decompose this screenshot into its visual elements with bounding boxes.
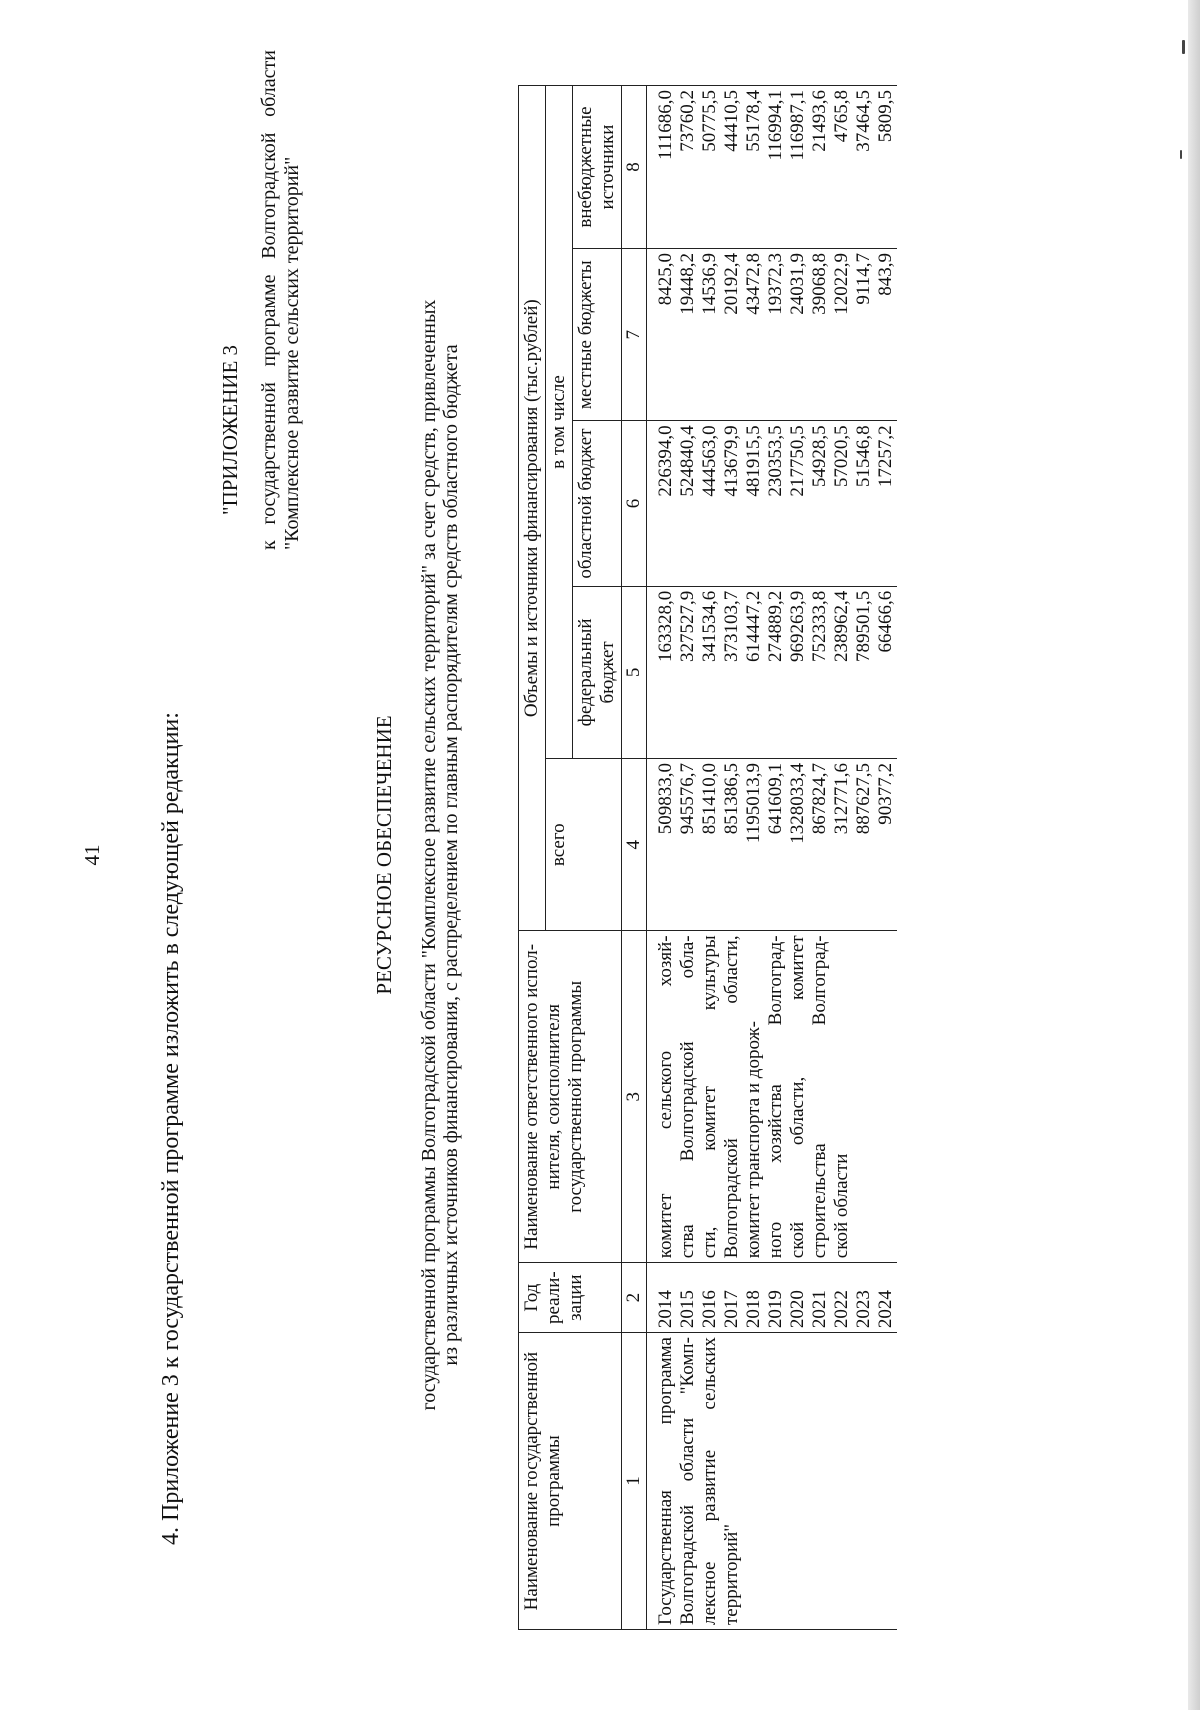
total-value: 851386,5 [721, 763, 742, 835]
executor-line [699, 935, 721, 1258]
federal-value: 341534,6 [699, 590, 720, 662]
executor-word: комитет [655, 1193, 676, 1259]
extrabudget-value: 44410,5 [721, 90, 742, 152]
federal-value: 752333,8 [809, 590, 830, 662]
total-value: 1195013,9 [743, 763, 764, 844]
appendix-word: государственной [258, 382, 280, 525]
year-value: 2014 [655, 1290, 676, 1329]
federal-value: 789501,5 [853, 590, 874, 662]
executor-cell [647, 931, 898, 1263]
header-federal: федеральный бюджет [573, 586, 622, 758]
regional-list [655, 425, 897, 581]
regional-value: 217750,5 [787, 425, 808, 497]
local-value: 9114,7 [853, 253, 874, 305]
total-value: 509833,0 [655, 763, 676, 835]
executor-word: строительства [809, 1143, 830, 1259]
header-total: всего [546, 759, 622, 931]
local-value: 19372,3 [765, 253, 786, 315]
regional-value: 17257,2 [875, 425, 896, 488]
extrabudget-value: 116994,1 [765, 90, 786, 161]
total-value: 312771,6 [831, 763, 852, 835]
year-value: 2019 [765, 1290, 786, 1329]
executor-line [765, 935, 787, 1258]
document-subtitle-line1: государственной программы Волгоградской области "Комплексное развитие сельских территорий" за счет средств, привлеченных [418, 299, 440, 1411]
year-value: 2021 [809, 1290, 830, 1329]
extrabudget-value: 111686,0 [655, 90, 676, 160]
page-number: 41 [80, 844, 104, 866]
local-value: 12022,9 [831, 253, 852, 315]
executor-word: комитет [787, 935, 808, 1001]
extrabudget-value: 37464,5 [853, 90, 874, 152]
regional-value: 57020,5 [831, 425, 852, 488]
executor-text [655, 935, 853, 1258]
year-value: 2017 [721, 1290, 742, 1329]
executor-line [809, 935, 831, 1258]
resource-table-wrap [518, 85, 898, 1630]
regional-cell [647, 421, 898, 586]
regional-value: 230353,5 [765, 425, 786, 497]
federal-value: 66466,6 [875, 590, 896, 653]
executor-line [655, 935, 677, 1258]
year-value: 2023 [853, 1290, 874, 1329]
column-number: 8 [622, 86, 647, 249]
header-program-name: Наименование государственной программы [519, 1333, 622, 1630]
executor-word: Волгоград- [765, 935, 786, 1026]
header-extrabudget: внебюджетные источники [573, 86, 622, 249]
year-value: 2018 [743, 1290, 764, 1329]
program-name-cell [647, 1333, 898, 1630]
executor-line [787, 935, 809, 1258]
column-number: 3 [622, 931, 647, 1263]
column-number: 6 [622, 421, 647, 586]
federal-value: 238962,4 [831, 590, 852, 662]
total-cell [647, 759, 898, 931]
local-value: 14536,9 [699, 253, 720, 315]
years-list [655, 1267, 897, 1328]
local-value: 20192,4 [721, 253, 742, 315]
column-number: 2 [622, 1263, 647, 1333]
header-year: Год реали-зации [519, 1263, 622, 1333]
total-value: 90377,2 [875, 763, 896, 825]
local-value: 39068,8 [809, 253, 830, 315]
executor-word: области, [787, 1076, 808, 1146]
regional-value: 226394,0 [655, 425, 676, 497]
executor-word: ской [787, 1221, 808, 1259]
header-including: в том числе [546, 86, 573, 759]
program-name: Государственная программа Волгоградской области "Комп-лексное развитие сельских территорий" [655, 1337, 742, 1625]
extrabudget-value: 4765,8 [831, 90, 852, 143]
appendix-subtitle [258, 50, 304, 550]
executor-line [743, 935, 765, 1258]
header-regional: областной бюджет [573, 421, 622, 586]
extrabudget-cell [647, 86, 898, 249]
year-value: 2020 [787, 1290, 808, 1329]
total-value: 945576,7 [677, 763, 698, 835]
executor-line [677, 935, 699, 1258]
federal-cell [647, 586, 898, 758]
extrabudget-value: 55178,4 [743, 90, 764, 152]
regional-value: 413679,9 [721, 425, 742, 497]
executor-word: обла- [677, 935, 698, 979]
appendix-subtitle-line2: "Комплексное развитие сельских территорий" [281, 156, 303, 550]
appendix-word: области [258, 50, 280, 117]
column-number: 4 [622, 759, 647, 931]
extrabudget-value: 50775,5 [699, 90, 720, 152]
appendix-word: программе [258, 274, 280, 367]
executor-word: ской области [831, 1153, 852, 1259]
federal-value: 969263,9 [787, 590, 808, 662]
executor-word: комитет транспорта и дорож- [743, 1021, 764, 1259]
resource-table [518, 85, 898, 1630]
extrabudget-value: 73760,2 [677, 90, 698, 152]
header-local: местные бюджеты [573, 249, 622, 421]
local-value: 19448,2 [677, 253, 698, 315]
year-value: 2024 [875, 1290, 896, 1329]
regional-value: 481915,5 [743, 425, 764, 497]
federal-value: 274889,2 [765, 590, 786, 662]
regional-value: 51546,8 [853, 425, 874, 488]
regional-value: 54928,5 [809, 425, 830, 488]
extrabudget-value: 5809,5 [875, 90, 896, 143]
executor-word: ного [765, 1221, 786, 1259]
appendix-title: "ПРИЛОЖЕНИЕ 3 [218, 344, 242, 515]
document-title: РЕСУРСНОЕ ОБЕСПЕЧЕНИЕ [372, 715, 396, 995]
local-value: 24031,9 [787, 253, 808, 315]
total-value: 641609,1 [765, 763, 786, 835]
executor-word: Волгоградской [677, 1041, 698, 1162]
regional-value: 524840,4 [677, 425, 698, 497]
extrabudget-list [655, 90, 897, 244]
year-value: 2022 [831, 1290, 852, 1329]
executor-word: ства [677, 1224, 698, 1259]
table-row [647, 86, 898, 1630]
column-number: 7 [622, 249, 647, 421]
executor-line [721, 935, 743, 1258]
executor-word: сти, [699, 1226, 720, 1259]
appendix-subtitle-line1 [258, 50, 281, 550]
appendix-word: к [258, 540, 280, 550]
federal-value: 373103,7 [721, 590, 742, 662]
document-subtitle [418, 0, 462, 1710]
federal-value: 327527,9 [677, 590, 698, 662]
document-subtitle-line2: из различных источников финансирования, с распределением по главным распорядителям средств областного бюджета [440, 344, 462, 1366]
executor-word: культуры [699, 935, 720, 1011]
header-executor: Наименование ответственного испол-нителя, соисполнителя государственной программы [519, 931, 622, 1263]
extrabudget-value: 116987,1 [787, 90, 808, 161]
executor-word: хозяйства [765, 1084, 786, 1163]
extrabudget-value: 21493,6 [809, 90, 830, 152]
years-cell [647, 1263, 898, 1333]
year-value: 2015 [677, 1290, 698, 1329]
executor-word: хозяй- [655, 935, 676, 987]
total-value: 851410,0 [699, 763, 720, 835]
federal-value: 614447,2 [743, 590, 764, 662]
year-value: 2016 [699, 1290, 720, 1329]
local-value: 43472,8 [743, 253, 764, 315]
executor-word: Волгоградской [721, 1138, 742, 1259]
executor-line [831, 935, 853, 1258]
total-value: 1328033,4 [787, 763, 808, 844]
federal-list [655, 591, 897, 754]
local-value: 843,9 [875, 253, 896, 296]
intro-text: 4. Приложение 3 к государственной программе изложить в следующей редакции: [158, 712, 184, 1545]
column-number: 1 [622, 1333, 647, 1630]
column-number: 5 [622, 586, 647, 758]
local-value: 8425,0 [655, 253, 676, 306]
executor-word: области, [721, 935, 742, 1004]
executor-word: комитет [699, 1086, 720, 1151]
appendix-word: Волгоградской [258, 132, 280, 259]
regional-value: 444563,0 [699, 425, 720, 497]
executor-word: сельского [655, 1050, 676, 1130]
federal-value: 163328,0 [655, 590, 676, 662]
local-list [655, 253, 897, 416]
total-value: 867824,7 [809, 763, 830, 835]
executor-word: Волгоград- [809, 935, 830, 1026]
local-cell [647, 249, 898, 421]
header-volumes: Объемы и источники финансирования (тыс.рублей) [519, 86, 546, 931]
total-value: 887627,5 [853, 763, 874, 835]
total-list [655, 763, 897, 926]
